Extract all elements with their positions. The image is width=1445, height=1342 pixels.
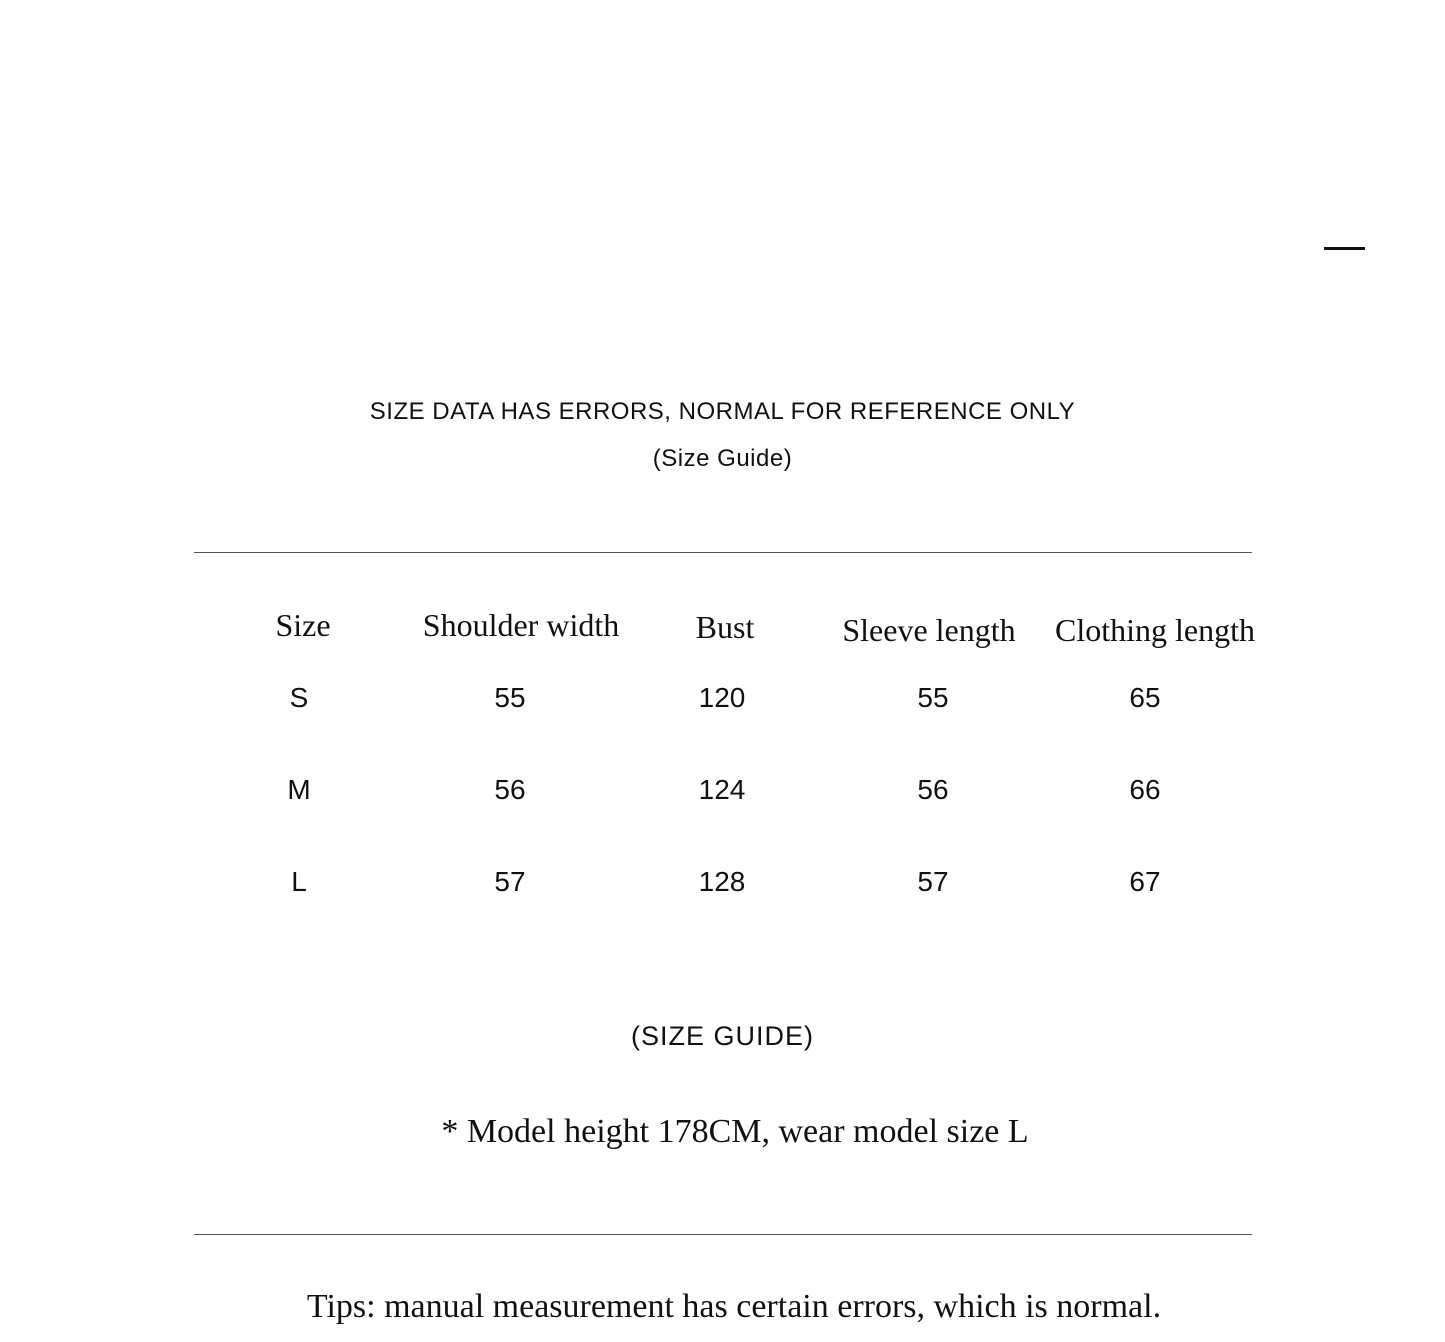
- column-header-clothing-length: Clothing length: [1055, 612, 1255, 648]
- table-cell-shoulder: 56: [494, 774, 526, 805]
- measurement-tips: Tips: manual measurement has certain errors, which is normal.: [306, 1288, 1162, 1325]
- column-header-size: Size: [275, 607, 331, 643]
- column-header-bust: Bust: [695, 609, 755, 645]
- table-cell-bust: 120: [698, 682, 746, 713]
- table-cell-shoulder: 57: [494, 866, 526, 897]
- bottom-divider: [194, 1234, 1252, 1235]
- table-cell-length: 65: [1129, 682, 1161, 713]
- reference-notice: SIZE DATA HAS ERRORS, NORMAL FOR REFERENCE ONLY: [369, 398, 1076, 425]
- size-guide-subtitle: (Size Guide): [652, 445, 793, 472]
- table-cell-shoulder: 55: [494, 682, 526, 713]
- column-header-shoulder-width: Shoulder width: [422, 607, 620, 643]
- table-cell-sleeve: 55: [917, 682, 949, 713]
- column-header-sleeve-length: Sleeve length: [842, 612, 1016, 648]
- table-cell-size: M: [287, 774, 311, 805]
- table-cell-bust: 128: [698, 866, 746, 897]
- table-cell-sleeve: 57: [917, 866, 949, 897]
- table-cell-length: 66: [1129, 774, 1161, 805]
- table-cell-sleeve: 56: [917, 774, 949, 805]
- size-guide-label: (SIZE GUIDE): [630, 1021, 814, 1051]
- table-cell-bust: 124: [698, 774, 746, 805]
- model-note: * Model height 178CM, wear model size L: [441, 1113, 1029, 1150]
- table-cell-size: S: [289, 682, 309, 713]
- table-cell-length: 67: [1129, 866, 1161, 897]
- table-cell-size: L: [291, 866, 307, 897]
- top-divider: [194, 552, 1252, 553]
- dash-mark: [1324, 247, 1365, 250]
